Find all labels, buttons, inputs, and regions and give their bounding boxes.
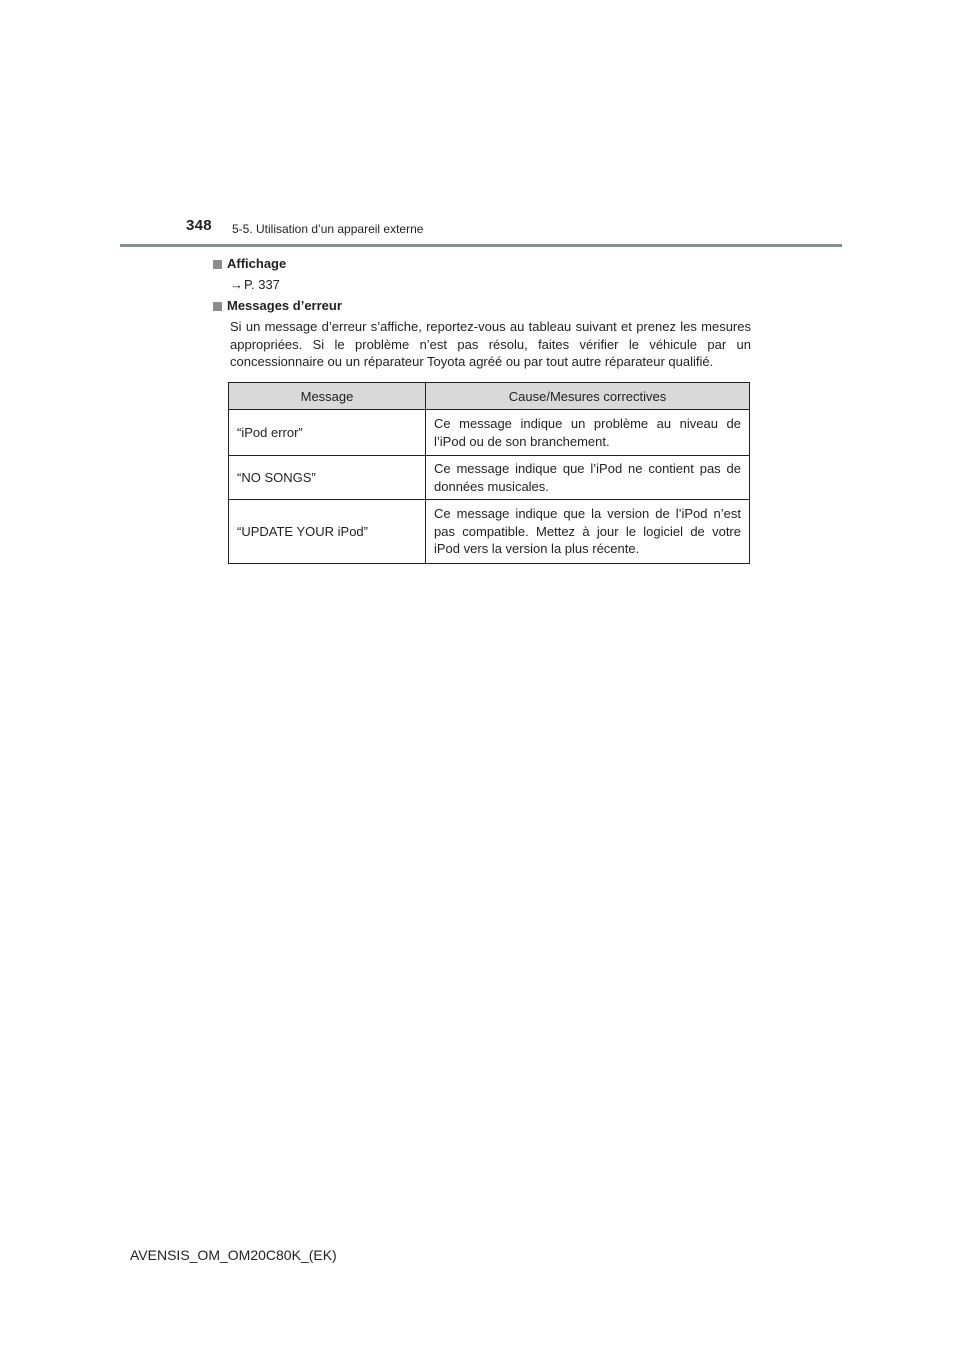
table-row xyxy=(229,456,750,500)
affichage-heading-text: Affichage xyxy=(227,256,287,271)
page-number: 348 xyxy=(186,217,212,234)
content xyxy=(213,256,751,371)
messages-heading xyxy=(213,298,751,314)
section-title: 5-5. Utilisation d’un appareil externe xyxy=(232,222,424,236)
square-bullet-icon xyxy=(213,302,222,311)
cause-cell: Ce message indique que l’iPod ne contient pas de données musicales. xyxy=(426,456,750,500)
column-header-message: Message xyxy=(229,383,426,410)
message-cell: “iPod error” xyxy=(229,410,426,456)
square-bullet-icon xyxy=(213,260,222,269)
table-row xyxy=(229,500,750,564)
message-cell: “NO SONGS” xyxy=(229,456,426,500)
affichage-heading xyxy=(213,256,751,272)
message-cell: “UPDATE YOUR iPod” xyxy=(229,500,426,564)
table-row xyxy=(229,410,750,456)
cause-cell: Ce message indique que la version de l’iPod n’est pas compatible. Mettez à jour le logiciel de votre iPod vers la version la plus récente. xyxy=(426,500,750,564)
footer-document-code: AVENSIS_OM_OM20C80K_(EK) xyxy=(130,1247,337,1263)
affichage-reference[interactable] xyxy=(230,277,751,293)
messages-paragraph: Si un message d’erreur s’affiche, reportez-vous au tableau suivant et prenez les mesures appropriées. Si le problème n’est pas résolu, faites vérifier le véhicule par un concessionnaire ou un réparateur Toyota agréé ou par tout autre réparateur qualifié. xyxy=(230,319,751,369)
messages-heading-text: Messages d’erreur xyxy=(227,298,342,313)
header-rule xyxy=(120,244,842,247)
arrow-right-icon: → xyxy=(230,277,243,292)
table-header-row xyxy=(229,383,750,410)
page-reference-link[interactable]: P. 337 xyxy=(244,277,280,292)
error-messages-table xyxy=(228,382,750,564)
column-header-cause: Cause/Mesures correctives xyxy=(426,383,750,410)
cause-cell: Ce message indique un problème au niveau de l’iPod ou de son branchement. xyxy=(426,410,750,456)
